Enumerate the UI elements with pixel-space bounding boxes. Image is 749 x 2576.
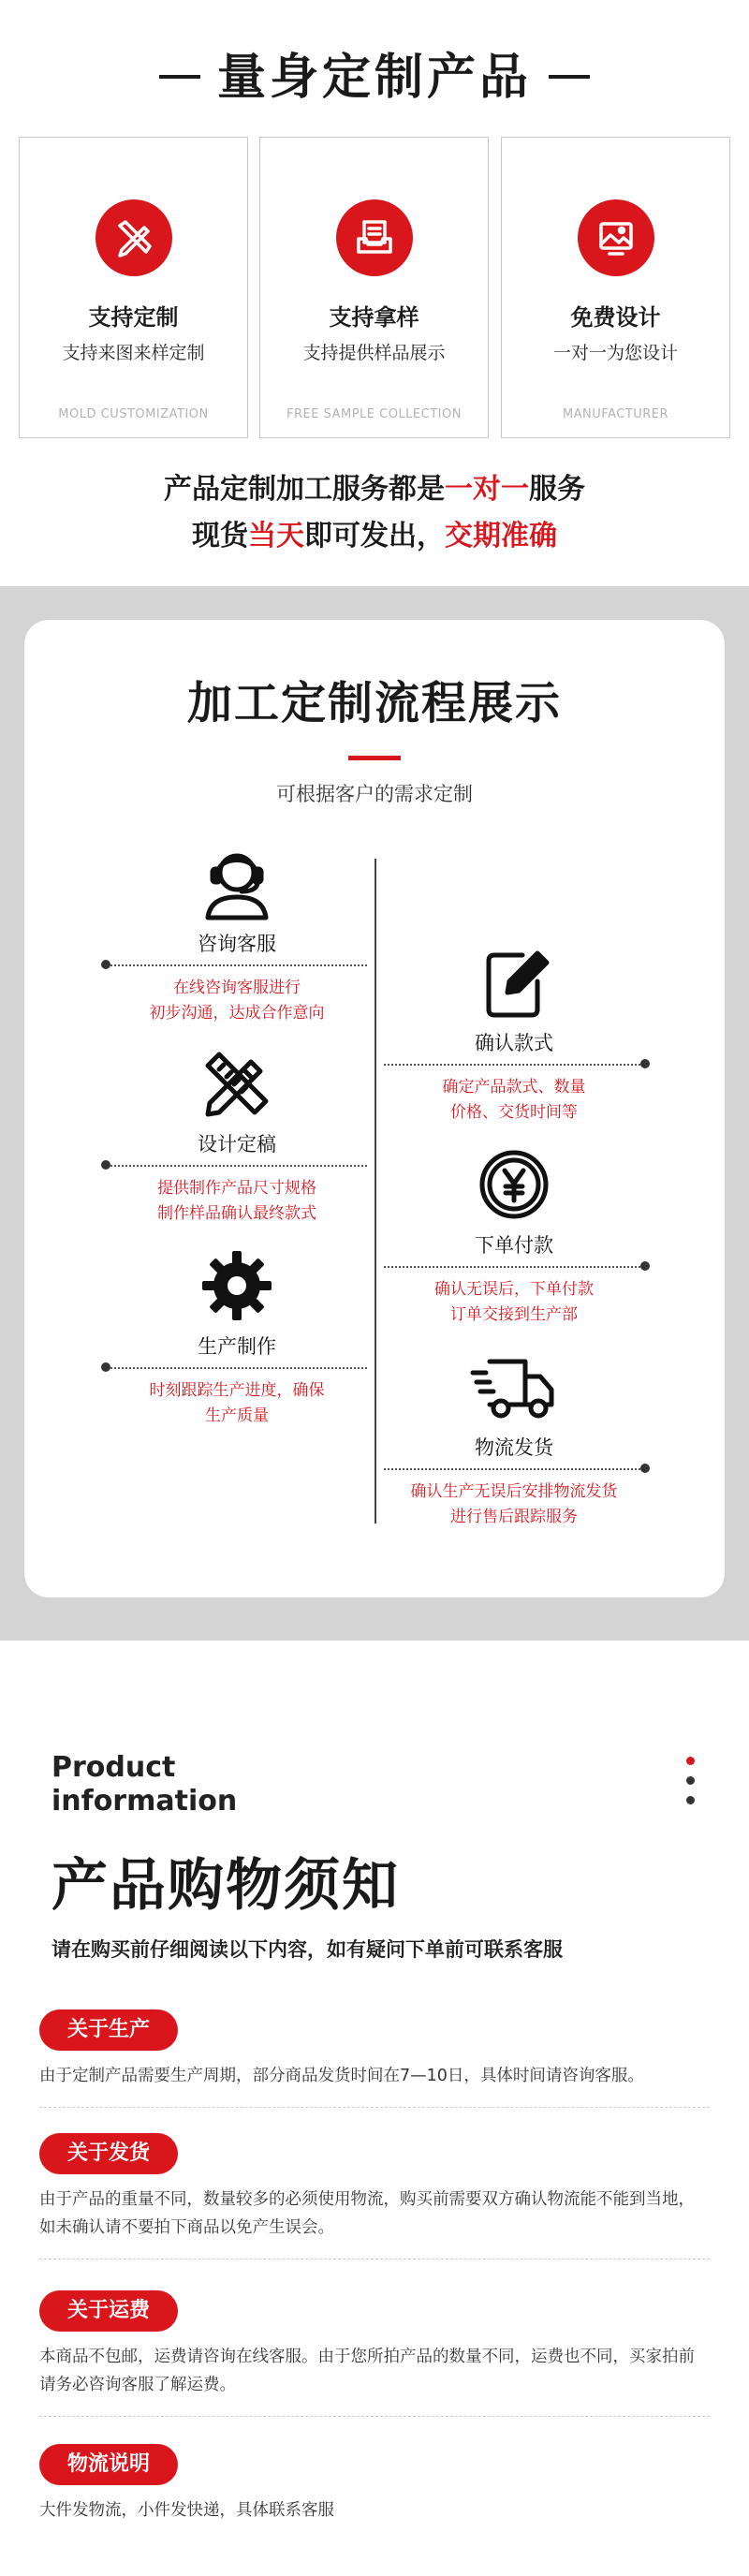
- product-info-title: 产品购物须知: [51, 1853, 400, 1919]
- step-description: [378, 1277, 650, 1328]
- step-label: 咨询客服: [198, 933, 276, 955]
- card-subtitle: 支持提供样品展示: [302, 343, 446, 363]
- step-connector: [101, 1362, 373, 1373]
- info-text: 本商品不包邮，运费请咨询在线客服。由于您所拍产品的数量不同，运费也不同，买家拍前请务必咨询客服了解运费。: [39, 2348, 695, 2394]
- step-label: 下单付款: [475, 1234, 553, 1257]
- timeline-dot: [101, 1362, 110, 1372]
- step-description: [378, 1075, 650, 1126]
- tagline-text: 服务: [529, 473, 585, 506]
- heading-en-line: Product: [51, 1751, 176, 1784]
- gear-icon: [101, 1245, 373, 1324]
- tagline-text: 现货: [192, 520, 248, 552]
- dotted-line: [107, 1367, 367, 1369]
- product-info-note: 请在购买前仔细阅读以下内容，如有疑问下单前可联系客服: [51, 1938, 563, 1961]
- step-description-line: 确认无误后，下单付款: [434, 1280, 594, 1299]
- timeline-dot: [101, 1160, 110, 1170]
- dotted-line: [384, 1064, 644, 1066]
- info-label-pill: 物流说明: [39, 2444, 178, 2485]
- heading-en-line: information: [51, 1785, 238, 1818]
- custom-section-title: [0, 37, 749, 108]
- step-description-line: 初步沟通，达成合作意向: [149, 1004, 325, 1023]
- step-connector: [378, 1058, 650, 1069]
- step-description-line: 确定产品款式、数量: [442, 1078, 586, 1097]
- dotted-line: [107, 964, 367, 966]
- timeline-dot: [101, 960, 110, 969]
- tagline-highlight: 交期准确: [445, 520, 557, 552]
- info-text: 由于定制产品需要生产周期，部分商品发货时间在7—10日，具体时间请咨询客服。: [39, 2067, 644, 2085]
- info-block-shipping-fee: [39, 2290, 710, 2417]
- headset-agent-icon: [101, 843, 373, 921]
- image-frame-icon: [578, 199, 654, 276]
- step-connector: [101, 959, 373, 970]
- process-step-design: [101, 1043, 373, 1227]
- step-label: 物流发货: [475, 1436, 553, 1459]
- process-panel: [24, 620, 725, 1597]
- pencil-ruler-icon: [95, 199, 172, 276]
- title-dash-left: [159, 75, 200, 79]
- timeline-dot: [640, 1464, 650, 1473]
- dashed-divider: [39, 2107, 710, 2108]
- step-description-line: 时刻跟踪生产进度，确保: [149, 1381, 325, 1400]
- step-description-line: 确认生产无误后安排物流发货: [410, 1482, 618, 1501]
- card-subtitle: 支持来图来样定制: [62, 343, 205, 363]
- step-description: [101, 976, 373, 1026]
- tagline-highlight: 一对一: [445, 473, 529, 506]
- dotted-line: [384, 1468, 644, 1470]
- info-label-pill: 关于运费: [39, 2290, 178, 2332]
- step-description-line: 价格、交货时间等: [450, 1103, 578, 1122]
- custom-title-text: 量身定制产品: [216, 50, 532, 106]
- step-connector: [378, 1260, 650, 1272]
- card-english: MANUFACTURER: [562, 407, 669, 421]
- dot-red: [686, 1757, 695, 1765]
- document-tray-icon: [336, 199, 413, 276]
- tagline-text: 即可发出，: [304, 520, 445, 552]
- process-step-shipping: [378, 1347, 650, 1530]
- step-connector: [101, 1159, 373, 1170]
- step-label: 确认款式: [475, 1032, 553, 1054]
- edit-document-icon: [378, 942, 650, 1021]
- step-connector: [378, 1463, 650, 1474]
- info-block-production: [39, 2009, 710, 2108]
- title-underline: [348, 756, 401, 760]
- title-dash-right: [549, 75, 590, 79]
- info-block-logistics: [39, 2444, 710, 2524]
- yen-coin-icon: [378, 1144, 650, 1223]
- info-text: 大件发物流，小件发快递，具体联系客服: [39, 2501, 334, 2520]
- process-title: 加工定制流程展示: [186, 677, 562, 729]
- tagline-line-1: [0, 466, 749, 513]
- step-description: [101, 1378, 373, 1429]
- feature-card-custom: [19, 137, 248, 438]
- step-description-line: 订单交接到生产部: [450, 1305, 578, 1324]
- service-tagline: [0, 466, 749, 560]
- delivery-truck-icon: [378, 1347, 650, 1425]
- card-english: FREE SAMPLE COLLECTION: [286, 407, 462, 421]
- dot-dark: [686, 1796, 695, 1804]
- step-description: [101, 1176, 373, 1227]
- dotted-line: [384, 1266, 644, 1268]
- dashed-divider: [39, 2416, 710, 2417]
- more-dots-icon: [686, 1757, 696, 1816]
- card-title: 支持定制: [88, 304, 179, 331]
- tagline-line-2: [0, 513, 749, 560]
- info-text: 由于产品的重量不同，数量较多的必须使用物流，购买前需要双方确认物流能不能到当地，如未确认请不要拍下商品以免产生误会。: [39, 2190, 695, 2237]
- process-subtitle: 可根据客户的需求定制: [276, 783, 473, 805]
- process-section: [0, 586, 749, 1641]
- dot-dark: [686, 1776, 695, 1785]
- tagline-text: 产品定制加工服务都是: [164, 473, 445, 506]
- card-title: 支持拿样: [329, 304, 419, 331]
- dashed-divider: [39, 2259, 710, 2260]
- pencil-ruler-icon: [101, 1043, 373, 1122]
- dotted-line: [107, 1165, 367, 1167]
- timeline-axis: [374, 859, 376, 1524]
- step-description-line: 进行售后跟踪服务: [450, 1508, 578, 1526]
- feature-card-sample: [259, 137, 489, 438]
- timeline-dot: [640, 1059, 650, 1068]
- product-info-heading-en: [51, 1751, 237, 1818]
- card-title: 免费设计: [570, 304, 661, 331]
- step-description-line: 提供制作产品尺寸规格: [157, 1179, 316, 1198]
- process-step-consult: [101, 843, 373, 1026]
- process-step-payment: [378, 1144, 650, 1328]
- process-step-production: [101, 1245, 373, 1429]
- step-description-line: 在线咨询客服进行: [173, 979, 301, 997]
- card-english: MOLD CUSTOMIZATION: [58, 407, 209, 421]
- tagline-highlight: 当天: [248, 520, 304, 552]
- step-description-line: 生产质量: [205, 1406, 269, 1425]
- info-block-delivery: [39, 2133, 710, 2260]
- step-label: 生产制作: [198, 1335, 276, 1358]
- feature-card-design: [501, 137, 730, 438]
- info-label-pill: 关于生产: [39, 2009, 178, 2051]
- info-label-pill: 关于发货: [39, 2133, 178, 2174]
- card-subtitle: 一对一为您设计: [552, 343, 678, 363]
- step-label: 设计定稿: [198, 1133, 276, 1156]
- process-step-confirm: [378, 942, 650, 1126]
- step-description-line: 制作样品确认最终款式: [157, 1204, 316, 1223]
- timeline-dot: [640, 1261, 650, 1271]
- feature-cards: [19, 137, 730, 438]
- step-description: [378, 1479, 650, 1530]
